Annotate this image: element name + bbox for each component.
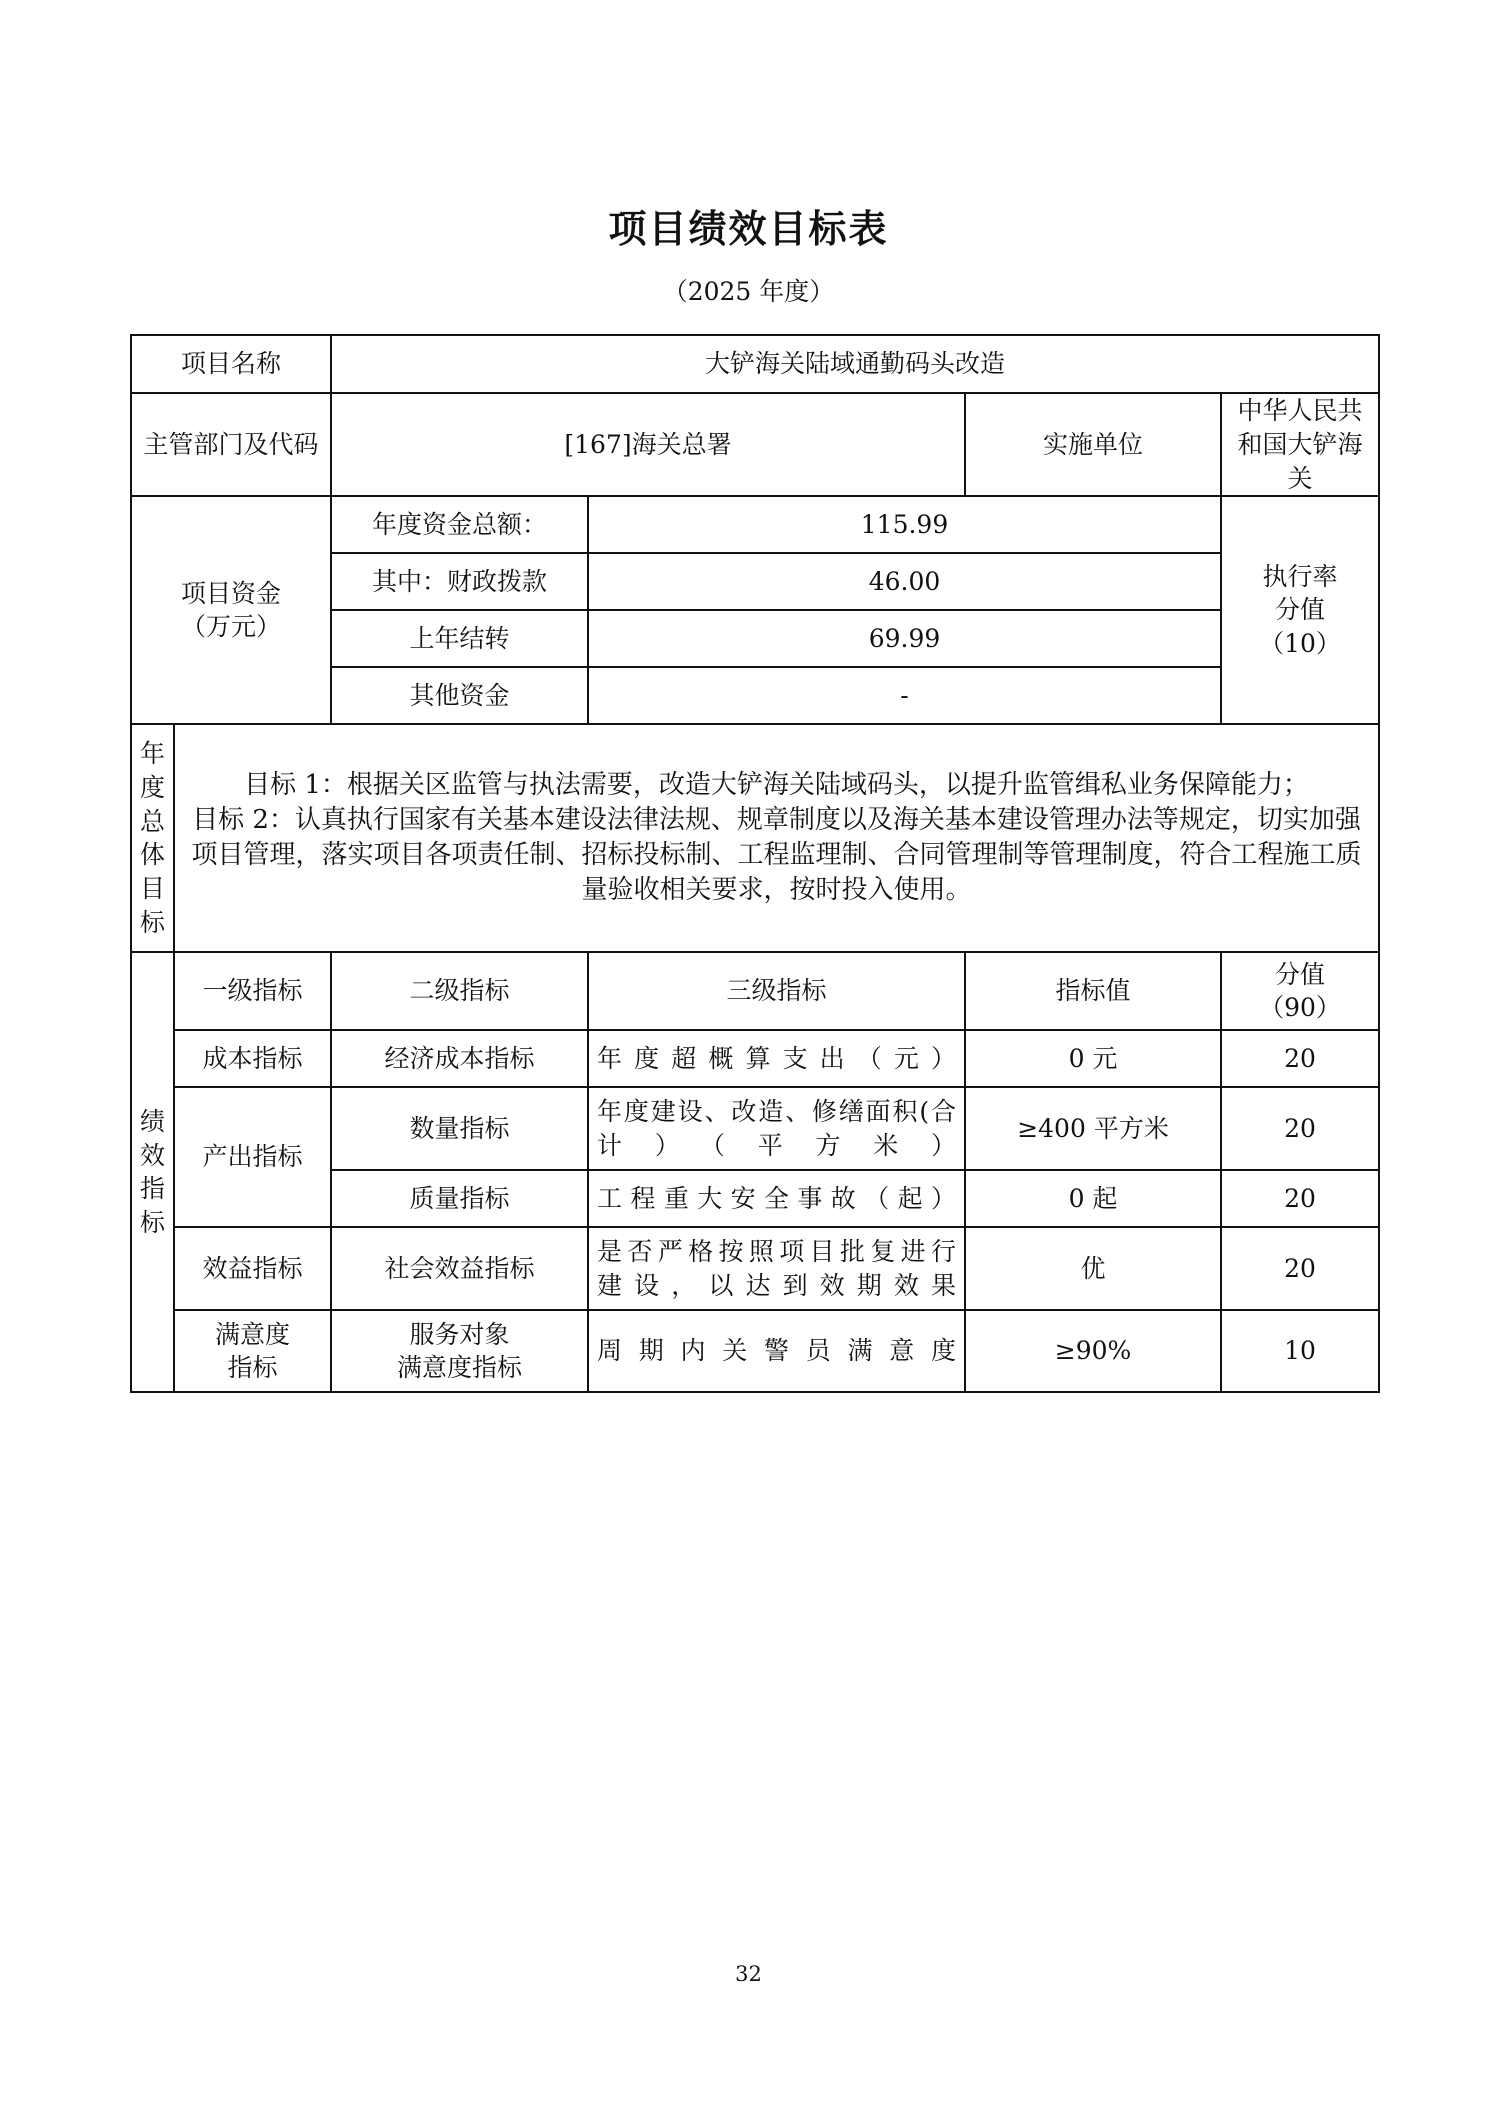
level3-line: 建设，以达到效期效果 — [597, 1270, 957, 1300]
goal-1: 目标 1：根据关区监管与执法需要，改造大铲海关陆域码头，以提升监管缉私业务保障能力； — [244, 770, 1309, 801]
goals-label-char: 度 — [140, 772, 166, 802]
indicator-row — [131, 1030, 1379, 1087]
level1-cell: 产出指标 — [174, 1087, 331, 1227]
value-cell: 优 — [965, 1227, 1221, 1310]
implementing-unit-value: 中华人民共和国大铲海关 — [1221, 393, 1379, 496]
indicator-header-row — [131, 952, 1379, 1030]
implementing-unit-label: 实施单位 — [965, 393, 1221, 496]
performance-indicators-label — [131, 952, 174, 1392]
indicator-row — [131, 1227, 1379, 1310]
level3-cell: 工程重大安全事故（起） — [588, 1170, 965, 1227]
project-name-label: 项目名称 — [131, 335, 331, 393]
level1-line: 满意度 — [215, 1319, 291, 1349]
execution-rate-score — [1221, 496, 1379, 724]
level2-line: 满意度指标 — [397, 1353, 523, 1383]
header-level1: 一级指标 — [174, 952, 331, 1030]
annual-goals-label — [131, 724, 174, 952]
funds-other-label: 其他资金 — [331, 667, 588, 724]
level2-cell: 经济成本指标 — [331, 1030, 588, 1087]
funds-fiscal-label: 其中：财政拨款 — [331, 553, 588, 610]
department-row — [131, 393, 1379, 496]
funds-carryover-value: 69.99 — [588, 610, 1221, 667]
goals-label-char: 目 — [140, 874, 166, 903]
funds-total-value: 115.99 — [588, 496, 1221, 553]
score-cell: 20 — [1221, 1087, 1379, 1170]
indicators-label-char: 标 — [140, 1208, 166, 1237]
project-name-value: 大铲海关陆域通勤码头改造 — [331, 335, 1379, 393]
level1-cell — [174, 1310, 331, 1392]
indicators-label-char: 指 — [140, 1174, 166, 1204]
goals-label-char: 年 — [140, 739, 166, 768]
level3-line: 年度建设、改造、修缮面积(合 — [597, 1097, 957, 1126]
funds-label — [131, 496, 331, 724]
score-cell: 20 — [1221, 1170, 1379, 1227]
funds-carryover-label: 上年结转 — [331, 610, 588, 667]
level1-line: 指标 — [227, 1353, 278, 1383]
level2-cell: 数量指标 — [331, 1087, 588, 1170]
header-level2: 二级指标 — [331, 952, 588, 1030]
header-value: 指标值 — [965, 952, 1221, 1030]
level3-line: 是否严格按照项目批复进行 — [597, 1237, 957, 1266]
level2-cell — [331, 1310, 588, 1392]
indicator-row — [131, 1087, 1379, 1170]
indicators-label-char: 绩 — [140, 1106, 166, 1136]
execution-rate-label: 执行率 — [1262, 561, 1338, 591]
header-score — [1221, 952, 1379, 1030]
value-cell: 0 元 — [965, 1030, 1221, 1087]
goals-label-char: 标 — [140, 907, 166, 937]
funds-fiscal-value: 46.00 — [588, 553, 1221, 610]
level2-cell: 质量指标 — [331, 1170, 588, 1227]
level3-line: 计）（平方米） — [597, 1130, 957, 1160]
score-cell: 20 — [1221, 1227, 1379, 1310]
performance-table — [130, 334, 1380, 1393]
department-value: [167]海关总署 — [331, 393, 965, 496]
indicator-row — [131, 1310, 1379, 1392]
level3-cell — [588, 1087, 965, 1170]
value-cell: ≥90% — [965, 1310, 1221, 1392]
page-number: 32 — [735, 1962, 762, 1986]
level3-cell: 周期内关警员满意度 — [588, 1310, 965, 1392]
page-subtitle: （2025 年度） — [662, 277, 835, 306]
score-cell: 10 — [1221, 1310, 1379, 1392]
execution-score-value: （10） — [1259, 629, 1341, 659]
indicators-label-char: 效 — [140, 1140, 166, 1170]
level1-cell: 成本指标 — [174, 1030, 331, 1087]
annual-goals-text — [174, 724, 1379, 952]
annual-goals-row — [131, 724, 1379, 952]
level3-cell — [588, 1227, 965, 1310]
level1-cell: 效益指标 — [174, 1227, 331, 1310]
level2-line: 服务对象 — [409, 1319, 510, 1349]
level3-cell: 年度超概算支出（元） — [588, 1030, 965, 1087]
goals-label-char: 体 — [140, 840, 166, 870]
header-score-total: （90） — [1259, 993, 1341, 1023]
project-name-row — [131, 335, 1379, 393]
goal-2: 目标 2：认真执行国家有关基本建设法律法规、规章制度以及海关基本建设管理办法等规定，切实加强项目管理，落实项目各项责任制、招标投标制、工程监理制、合同管理制等管理制度，符合工程施工质量验收相关要求，按时投入使用。 — [191, 805, 1362, 906]
funds-other-value: - — [588, 667, 1221, 724]
score-cell: 20 — [1221, 1030, 1379, 1087]
header-score-label: 分值 — [1275, 959, 1326, 989]
value-cell: ≥400 平方米 — [965, 1087, 1221, 1170]
value-cell: 0 起 — [965, 1170, 1221, 1227]
page-title: 项目绩效目标表 — [608, 207, 889, 251]
level2-cell: 社会效益指标 — [331, 1227, 588, 1310]
execution-score-label: 分值 — [1275, 595, 1326, 625]
funds-label-text: 项目资金 — [181, 578, 282, 608]
goals-label-char: 总 — [140, 806, 166, 836]
funds-total-row — [131, 496, 1379, 553]
funds-unit-text: （万元） — [181, 612, 282, 642]
department-label: 主管部门及代码 — [131, 393, 331, 496]
funds-total-label: 年度资金总额： — [331, 496, 588, 553]
header-level3: 三级指标 — [588, 952, 965, 1030]
